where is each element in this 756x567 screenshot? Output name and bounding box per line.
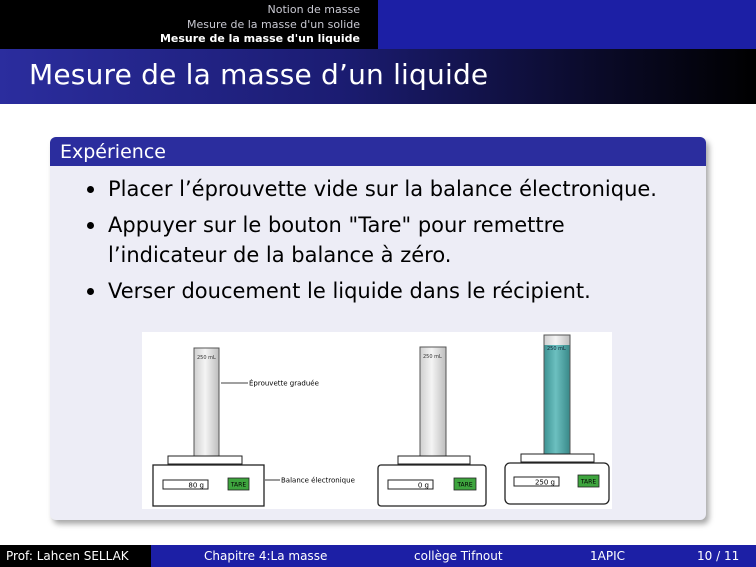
footer-school: collège Tifnout (414, 549, 503, 563)
block-title: Expérience (50, 137, 706, 166)
section-navigation (160, 3, 360, 47)
bullet-icon (87, 222, 94, 229)
cylinder-capacity-label: 250 mL (547, 346, 566, 352)
footer-page-number: 10 / 11 (697, 549, 740, 563)
balance-display-value: 0 g (417, 481, 429, 490)
tare-button-label: TARE (457, 481, 473, 489)
tare-button-label: TARE (580, 478, 597, 486)
graduated-cylinder (194, 348, 219, 457)
frame-title-bar (0, 49, 756, 104)
cylinder-capacity-label: 250 mL (423, 354, 442, 360)
footer-author-box (0, 545, 151, 567)
list-item-text: Verser doucement le liquide dans le récipient. (108, 279, 591, 303)
footer-level: 1APIC (590, 549, 625, 563)
balance-display-value: 250 g (534, 478, 555, 487)
bullet-icon (87, 288, 94, 295)
setup-tared-cylinder (378, 347, 486, 506)
balance-plate (521, 454, 594, 462)
callout-label-balance: Balance électronique (281, 476, 355, 485)
liquid-column (545, 345, 570, 455)
list-item (87, 210, 687, 270)
callout-label-cylinder: Éprouvette graduée (249, 379, 319, 388)
frame-title: Mesure de la masse d’un liquide (29, 58, 489, 91)
tare-button-label: TARE (230, 481, 247, 489)
graduated-cylinder (420, 347, 446, 457)
experiment-figure (142, 332, 612, 509)
cylinder-capacity-label: 250 mL (197, 355, 216, 361)
list-item (87, 276, 687, 306)
footer-bar (0, 545, 756, 567)
setup-filled-cylinder (505, 335, 609, 504)
list-item-text: Appuyer sur le bouton "Tare" pour remettre l’indicateur de la balance à zéro. (108, 213, 565, 267)
bullet-icon (87, 186, 94, 193)
balance-plate (168, 456, 242, 464)
footer-chapter: Chapitre 4:La masse (204, 549, 328, 563)
balance-display-value: 80 g (188, 481, 204, 490)
nav-section-solid-mass[interactable]: Mesure de la masse d'un solide (187, 17, 360, 31)
nav-section-mass-notion[interactable]: Notion de masse (267, 3, 360, 16)
list-item (87, 174, 687, 204)
experiment-illustration (142, 332, 612, 509)
setup-empty-cylinder (153, 348, 264, 506)
footer-author: Prof: Lahcen SELLAK (6, 549, 129, 563)
nav-bar-right (378, 0, 756, 49)
balance-plate (398, 456, 470, 464)
experience-list (87, 174, 687, 312)
nav-section-liquid-mass[interactable]: Mesure de la masse d'un liquide (159, 32, 360, 45)
list-item-text: Placer l’éprouvette vide sur la balance électronique. (108, 177, 657, 201)
